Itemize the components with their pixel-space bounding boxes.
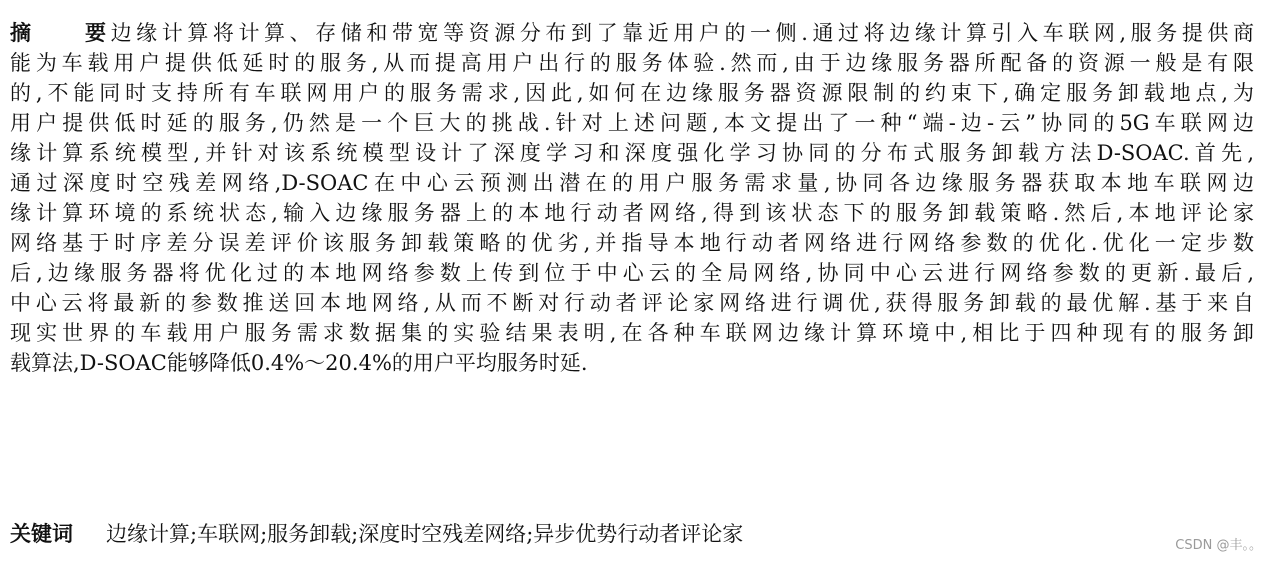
abstract-line-4: 用户提供低时延的服务,仍然是一个巨大的挑战.针对上述问题,本文提出了一种“端-边-云”协同的5G车联网边 (10, 111, 1254, 135)
csdn-watermark: CSDN @丰。。 (1175, 538, 1262, 553)
abstract-line-1 (10, 18, 1254, 48)
abstract-line-3: 的,不能同时支持所有车联网用户的服务需求,因此,如何在边缘服务器资源限制的约束下,确定服务卸载地点,为 (10, 81, 1254, 105)
abstract-line-8: 网络基于时序差分误差评价该服务卸载策略的优劣,并指导本地行动者网络进行网络参数的优化.优化一定步数 (10, 231, 1254, 255)
abstract-line-2: 能为车载用户提供低延时的服务,从而提高用户出行的服务体验.然而,由于边缘服务器所配备的资源一般是有限 (10, 51, 1254, 75)
abstract-line-7: 缘计算环境的系统状态,输入边缘服务器上的本地行动者网络,得到该状态下的服务卸载策略.然后,本地评论家 (10, 201, 1254, 225)
abstract-line-12: 载算法,D-SOAC能够降低0.4%～20.4%的用户平均服务时延. (10, 351, 588, 375)
keywords-text: 边缘计算;车联网;服务卸载;深度时空残差网络;异步优势行动者评论家 (106, 522, 744, 546)
abstract-line-9: 后,边缘服务器将优化过的本地网络参数上传到位于中心云的全局网络,协同中心云进行网络参数的更新.最后, (10, 261, 1254, 285)
abstract-line-5: 缘计算系统模型,并针对该系统模型设计了深度学习和深度强化学习协同的分布式服务卸载方法D-SOAC.首先, (10, 141, 1254, 165)
keywords-label: 关键词 (10, 522, 73, 546)
abstract-line-11: 现实世界的车载用户服务需求数据集的实验结果表明,在各种车联网边缘计算环境中,相比于四种现有的服务卸 (10, 321, 1254, 345)
abstract-line-6: 通过深度时空残差网络,D-SOAC在中心云预测出潜在的用户服务需求量,协同各边缘服务器获取本地车联网边 (10, 171, 1254, 195)
abstract-label: 摘 要 (10, 21, 106, 45)
abstract-section (10, 18, 1254, 378)
keywords-section (10, 519, 743, 549)
abstract-line-10: 中心云将最新的参数推送回本地网络,从而不断对行动者评论家网络进行调优,获得服务卸载的最优解.基于来自 (10, 291, 1254, 315)
abstract-text-line: 边缘计算将计算、存储和带宽等资源分布到了靠近用户的一侧.通过将边缘计算引入车联网,服务提供商 (106, 21, 1254, 45)
